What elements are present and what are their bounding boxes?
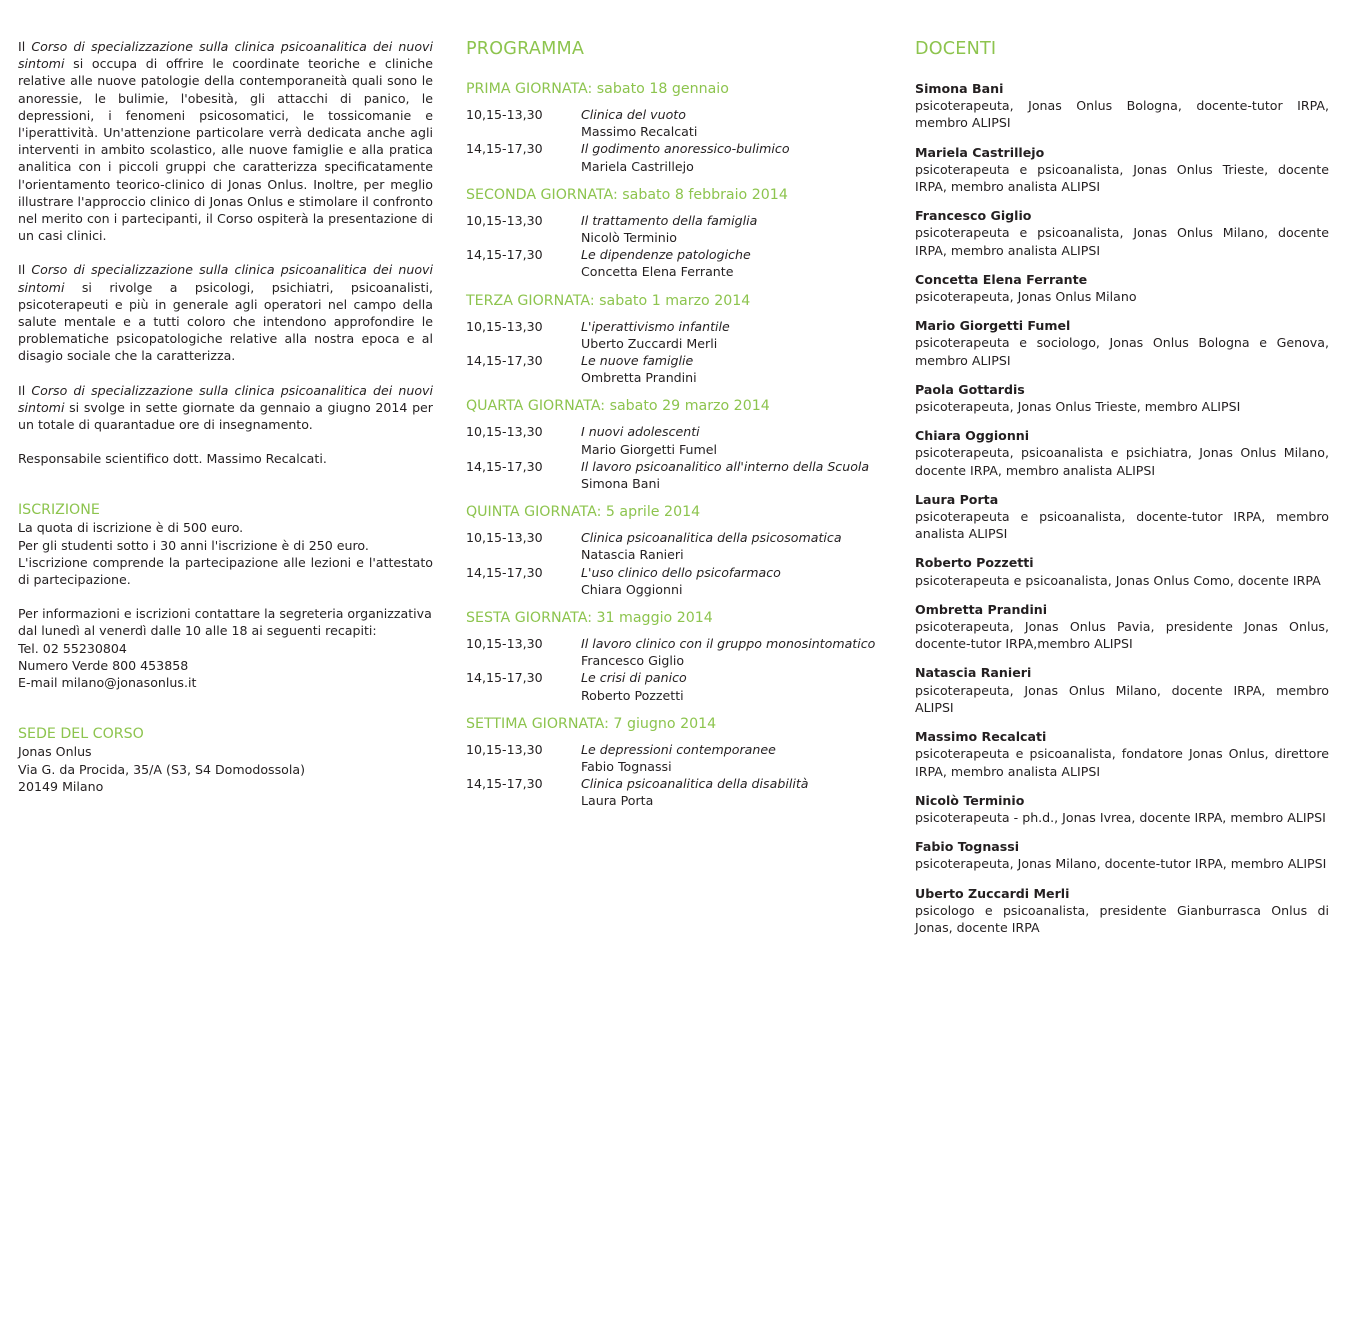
day-title: PRIMA GIORNATA: sabato 18 gennaio (466, 81, 729, 97)
docente-item (915, 664, 1329, 716)
session-speaker: Laura Porta (581, 793, 654, 809)
docenti-list (915, 80, 1329, 936)
docente-name: Natascia Ranieri (915, 665, 1032, 681)
docente-item (915, 491, 1329, 543)
session-info (581, 212, 876, 246)
session-speaker: Francesco Giglio (581, 653, 685, 669)
iscrizione-section (18, 501, 433, 588)
docente-role: psicoterapeuta e sociologo, Jonas Onlus Bologna e Genova, membro ALIPSI (915, 335, 1329, 368)
docente-item (915, 144, 1329, 196)
session-time: 10,15-13,30 (466, 530, 543, 546)
session-time: 10,15-13,30 (466, 318, 543, 334)
docente-role: psicoterapeuta, Jonas Onlus Trieste, membro ALIPSI (915, 399, 1241, 415)
session-row (466, 212, 876, 246)
program-day (466, 503, 876, 598)
session-info (581, 458, 876, 492)
session-time: 10,15-13,30 (466, 107, 543, 122)
session-speaker: Fabio Tognassi (581, 759, 672, 775)
docente-item (915, 80, 1329, 132)
session-info (581, 529, 876, 563)
session-speaker: Ombretta Prandini (581, 370, 697, 386)
docente-name: Fabio Tognassi (915, 839, 1020, 855)
intro-paragraph-2: Il Corso di specializzazione sulla clinica psicoanalitica dei nuovi sintomi si rivolge a psicologi, psichiatri, psicoanalisti, psicoterapeuti e più in generale agli operatori nel campo della salute mentale e a tutti coloro che intendono approfondire le problematiche psicopatologiche relative alla nostra epoca e al disagio sociale che la caratterizza. (18, 262, 433, 364)
session-row (466, 529, 876, 563)
responsabile-scientifico: Responsabile scientifico dott. Massimo Recalcati. (18, 451, 327, 467)
program-day (466, 186, 876, 281)
program-day (466, 397, 876, 492)
session-row (466, 423, 876, 457)
docente-item (915, 601, 1329, 653)
session-row (466, 741, 876, 775)
docente-role: psicoterapeuta, Jonas Onlus Milano, docente IRPA, membro ALIPSI (915, 682, 1329, 715)
session-topic: Il lavoro clinico con il gruppo monosintomatico (581, 636, 876, 652)
day-title: QUARTA GIORNATA: sabato 29 marzo 2014 (466, 398, 770, 415)
docente-role: psicoterapeuta - ph.d., Jonas Ivrea, docente IRPA, membro ALIPSI (915, 809, 1326, 825)
session-topic: Clinica psicoanalitica della psicosomatica (581, 530, 842, 546)
docente-name: Roberto Pozzetti (915, 555, 1034, 571)
day-title: SECONDA GIORNATA: sabato 8 febbraio 2014 (466, 186, 788, 203)
day-title: SETTIMA GIORNATA: 7 giugno 2014 (466, 715, 717, 732)
session-info (581, 669, 876, 703)
session-topic: Clinica psicoanalitica della disabilità (581, 776, 809, 792)
docente-name: Ombretta Prandini (915, 601, 1048, 617)
docente-name: Laura Porta (915, 491, 999, 507)
programma-days (466, 80, 876, 810)
session-speaker: Simona Bani (581, 476, 661, 492)
docente-item (915, 271, 1329, 305)
docenti-column (915, 38, 1329, 948)
session-row (466, 352, 876, 386)
docente-item (915, 838, 1329, 872)
session-speaker: Massimo Recalcati (581, 124, 698, 140)
docente-role: psicologo e psicoanalista, presidente Gianburrasca Onlus di Jonas, docente IRPA (915, 902, 1329, 935)
session-time: 14,15-17,30 (466, 141, 543, 157)
sede-section (18, 725, 433, 795)
docente-name: Chiara Oggionni (915, 428, 1030, 444)
session-info (581, 140, 876, 174)
docente-name: Nicolò Terminio (915, 792, 1025, 808)
session-speaker: Chiara Oggionni (581, 581, 683, 597)
docente-item (915, 554, 1329, 588)
session-info (581, 318, 876, 352)
docente-item (915, 728, 1329, 780)
sede-line: Jonas Onlus (18, 744, 92, 760)
intro-paragraph-1: Il Corso di specializzazione sulla clinica psicoanalitica dei nuovi sintomi si occupa di offrire le coordinate teoriche e cliniche relative alle nuove patologie della contemporaneità quali sono le anoressie, le bulimie, l'obesità, gli attacchi di panico, le depressioni, i fenomeni psicosomatici, le tossicomanie e l'iperattività. Un'attenzione particolare verrà dedicata anche agli interventi in ambito scolastico, alle nuove famiglie e alla pratica analitica con i piccoli gruppi che caratterizza specificatamente l'orientamento teorico-clinico di Jonas Onlus. Inoltre, per meglio illustrare l'approccio clinico di Jonas Onlus e stimolare il confronto nel merito con i partecipanti, il Corso ospiterà la presentazione di un casi clinici. (18, 39, 433, 244)
docente-name: Uberto Zuccardi Merli (915, 885, 1070, 901)
session-row (466, 635, 876, 669)
session-speaker: Mariela Castrillejo (581, 158, 694, 174)
session-time: 14,15-17,30 (466, 564, 543, 580)
session-time: 14,15-17,30 (466, 458, 543, 474)
session-topic: I nuovi adolescenti (581, 424, 700, 440)
day-title: QUINTA GIORNATA: 5 aprile 2014 (466, 504, 701, 521)
intro-paragraph-3: Il Corso di specializzazione sulla clinica psicoanalitica dei nuovi sintomi si svolge in sette giornate da gennaio a giugno 2014 per un totale di quarantadue ore di insegnamento. (18, 382, 433, 433)
session-time: 14,15-17,30 (466, 670, 543, 686)
docente-item (915, 885, 1329, 937)
session-info (581, 246, 876, 280)
programma-heading: PROGRAMMA (466, 39, 585, 59)
session-topic: Le crisi di panico (581, 670, 687, 686)
iscrizione-heading: ISCRIZIONE (18, 502, 100, 519)
docente-role: psicoterapeuta, psicoanalista e psichiatra, Jonas Onlus Milano, docente IRPA, membro analista ALIPSI (915, 445, 1329, 478)
docente-role: psicoterapeuta e psicoanalista, Jonas Onlus Milano, docente IRPA, membro analista ALIPSI (915, 225, 1329, 258)
session-topic: Il trattamento della famiglia (581, 212, 758, 228)
session-speaker: Nicolò Terminio (581, 230, 677, 246)
session-info (581, 635, 876, 669)
session-speaker: Roberto Pozzetti (581, 687, 684, 703)
session-topic: L'uso clinico dello psicofarmaco (581, 564, 781, 580)
docente-name: Mario Giorgetti Fumel (915, 318, 1071, 334)
day-title: TERZA GIORNATA: sabato 1 marzo 2014 (466, 292, 751, 309)
session-topic: Le nuove famiglie (581, 353, 694, 369)
session-time: 10,15-13,30 (466, 424, 543, 440)
docente-role: psicoterapeuta e psicoanalista, Jonas Onlus Como, docente IRPA (915, 572, 1321, 588)
toll-free-number: Numero Verde 800 453858 (18, 657, 189, 673)
docente-role: psicoterapeuta, Jonas Onlus Bologna, docente-tutor IRPA, membro ALIPSI (915, 98, 1329, 131)
session-topic: Le depressioni contemporanee (581, 741, 776, 757)
session-row (466, 564, 876, 598)
course-title: Corso di specializzazione sulla clinica psicoanalitica dei nuovi sintomi (18, 382, 433, 415)
session-speaker: Concetta Elena Ferrante (581, 264, 734, 280)
session-speaker: Uberto Zuccardi Merli (581, 335, 718, 351)
docente-role: psicoterapeuta, Jonas Milano, docente-tutor IRPA, membro ALIPSI (915, 856, 1327, 872)
student-fee-line: Per gli studenti sotto i 30 anni l'iscrizione è di 250 euro. (18, 537, 369, 553)
course-title: Corso di specializzazione sulla clinica psicoanalitica dei nuovi sintomi (18, 262, 433, 295)
docente-name: Paola Gottardis (915, 381, 1025, 397)
docente-item (915, 427, 1329, 479)
session-info (581, 106, 876, 140)
session-info (581, 564, 876, 598)
docente-item (915, 381, 1329, 415)
docente-name: Concetta Elena Ferrante (915, 271, 1088, 287)
session-row (466, 140, 876, 174)
docente-role: psicoterapeuta, Jonas Onlus Milano (915, 289, 1137, 305)
session-row (466, 246, 876, 280)
docente-role: psicoterapeuta, Jonas Onlus Pavia, presidente Jonas Onlus, docente-tutor IRPA,membro ALIPSI (915, 619, 1329, 652)
session-time: 10,15-13,30 (466, 212, 543, 228)
email-address: E-mail milano@jonasonlus.it (18, 675, 197, 691)
session-topic: Clinica del vuoto (581, 107, 686, 122)
program-day (466, 715, 876, 810)
course-title: Corso di specializzazione sulla clinica psicoanalitica dei nuovi sintomi (18, 39, 433, 72)
session-topic: L'iperattivismo infantile (581, 318, 730, 334)
session-time: 14,15-17,30 (466, 247, 543, 263)
session-speaker: Natascia Ranieri (581, 547, 684, 563)
session-time: 14,15-17,30 (466, 776, 543, 792)
intro-column (18, 38, 433, 812)
programma-column (466, 38, 876, 821)
docente-name: Massimo Recalcati (915, 729, 1047, 745)
program-day (466, 292, 876, 387)
docente-role: psicoterapeuta e psicoanalista, fondatore Jonas Onlus, direttore IRPA, membro analista ALIPSI (915, 746, 1329, 779)
session-row (466, 775, 876, 809)
fee-line: La quota di iscrizione è di 500 euro. (18, 520, 244, 536)
docente-role: psicoterapeuta e psicoanalista, Jonas Onlus Trieste, docente IRPA, membro analista ALIPSI (915, 161, 1329, 195)
day-title: SESTA GIORNATA: 31 maggio 2014 (466, 610, 713, 627)
session-time: 14,15-17,30 (466, 353, 543, 369)
docente-item (915, 207, 1329, 259)
docente-role: psicoterapeuta e psicoanalista, docente-tutor IRPA, membro analista ALIPSI (915, 509, 1329, 542)
docente-item (915, 317, 1329, 369)
docente-name: Mariela Castrillejo (915, 144, 1045, 160)
contact-section (18, 605, 433, 691)
session-info (581, 775, 876, 809)
session-row (466, 106, 876, 140)
session-time: 10,15-13,30 (466, 741, 543, 757)
contact-info-text: Per informazioni e iscrizioni contattare la segreteria organizzativa dal lunedì al venerdì dalle 10 alle 18 ai seguenti recapiti: (18, 606, 432, 639)
docente-name: Simona Bani (915, 81, 1004, 96)
session-row (466, 458, 876, 492)
session-topic: Le dipendenze patologiche (581, 247, 751, 263)
session-time: 10,15-13,30 (466, 636, 543, 652)
sede-line: Via G. da Procida, 35/A (S3, S4 Domodossola) (18, 761, 306, 777)
docenti-heading: DOCENTI (915, 39, 997, 59)
program-day (466, 80, 876, 175)
docente-item (915, 792, 1329, 826)
phone-number: Tel. 02 55230804 (18, 640, 127, 656)
sede-line: 20149 Milano (18, 778, 104, 794)
session-info (581, 423, 876, 457)
sede-heading: SEDE DEL CORSO (18, 726, 144, 743)
program-day (466, 609, 876, 704)
docente-name: Francesco Giglio (915, 208, 1032, 224)
session-row (466, 318, 876, 352)
includes-line: L'iscrizione comprende la partecipazione alle lezioni e l'attestato di partecipazione. (18, 554, 433, 588)
session-row (466, 669, 876, 703)
session-topic: Il godimento anoressico-bulimico (581, 141, 790, 157)
session-speaker: Mario Giorgetti Fumel (581, 441, 718, 457)
session-topic: Il lavoro psicoanalitico all'interno della Scuola (581, 458, 870, 474)
session-info (581, 352, 876, 386)
session-info (581, 741, 876, 775)
